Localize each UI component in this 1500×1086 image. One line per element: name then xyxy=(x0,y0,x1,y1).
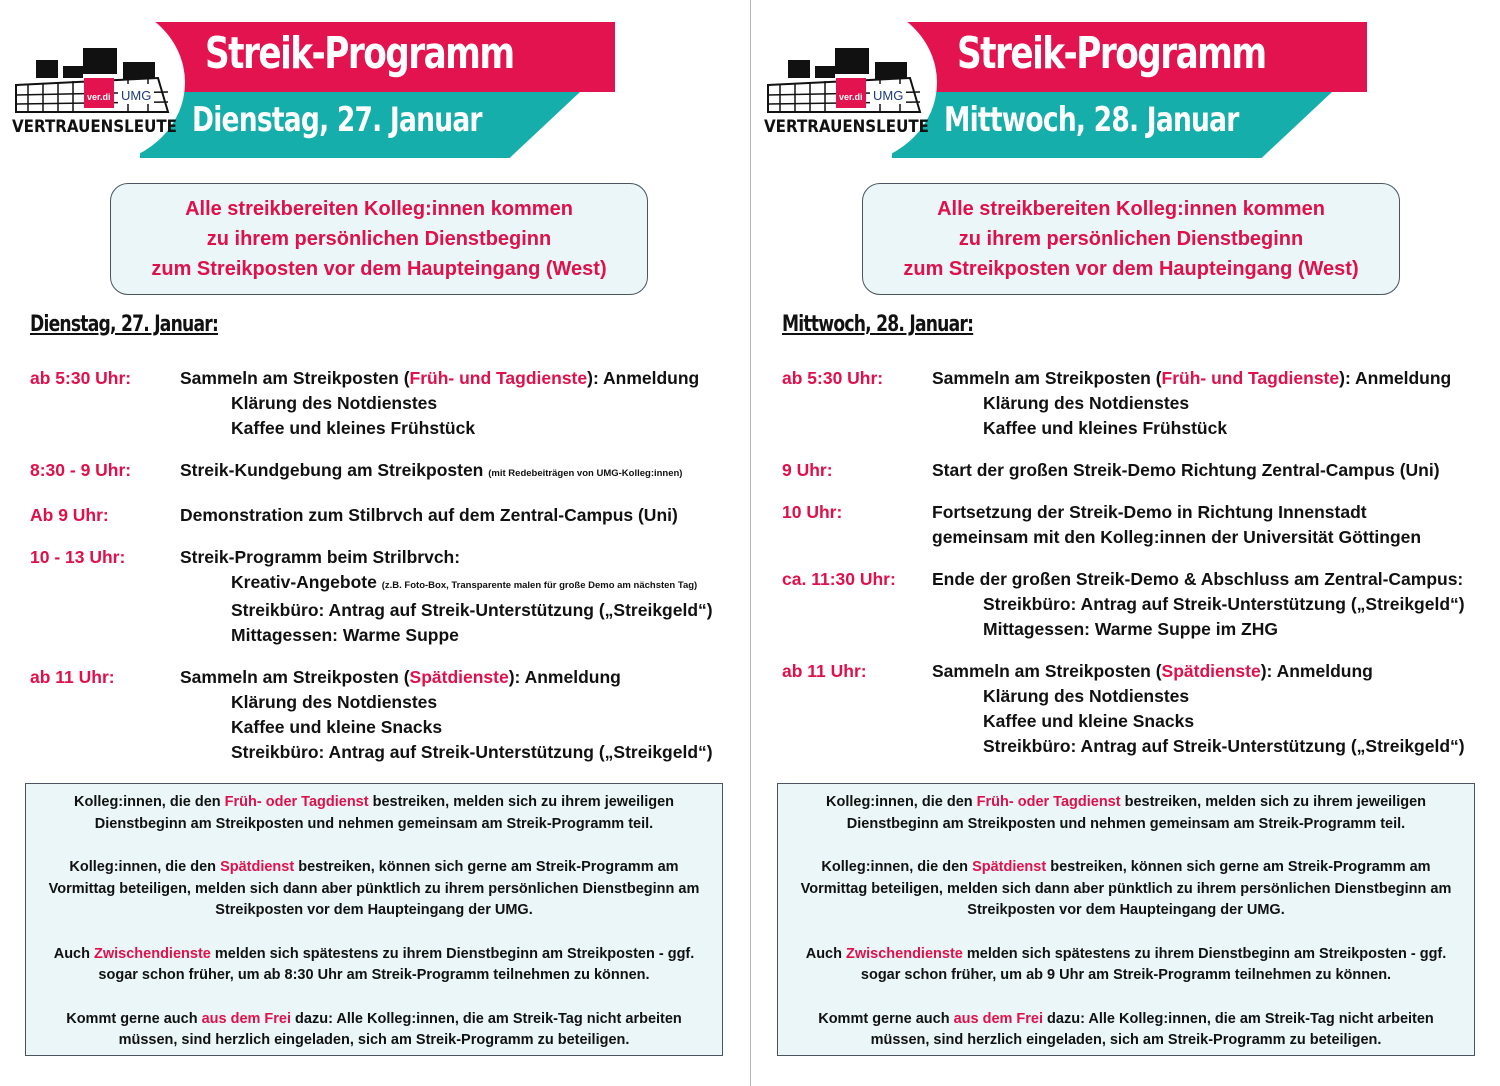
schedule-entry xyxy=(782,500,1497,550)
entry-subitem: Kaffee und kleine Snacks xyxy=(231,717,443,737)
entry-time: 10 Uhr: xyxy=(782,502,843,522)
entry-text: Demonstration zum Stilbrvch auf dem Zentral-Campus (Uni) xyxy=(180,505,678,525)
entry-subitem: Streikbüro: Antrag auf Streik-Unterstützung („Streikgeld“) xyxy=(231,742,713,762)
schedule-entry xyxy=(782,366,1497,441)
entry-highlight: Früh- und Tagdienste xyxy=(409,368,588,388)
info-paragraph: Auch Zwischendienste melden sich spätestens zu ihrem Dienstbeginn am Streikposten - ggf. sogar schon früher, um ab 8:30 Uhr am Streik-Programm teilnehmen zu können. xyxy=(53,945,695,983)
day-heading: Dienstag, 27. Januar: xyxy=(30,312,219,337)
entry-subitem: Mittagessen: Warme Suppe xyxy=(231,625,459,645)
callout-line: zum Streikposten vor dem Haupteingang (West) xyxy=(903,258,1359,280)
info-paragraph: Kommt gerne auch aus dem Frei dazu: Alle Kolleg:innen, die am Streik-Tag nicht arbeiten müssen, sind herzlich eingeladen, sich am Streik-Programm zu beteiligen. xyxy=(818,1010,1434,1048)
info-paragraph: Kolleg:innen, die den Spätdienst bestreiken, können sich gerne am Streik-Programm am Vormittag beteiligen, melden sich dann aber pünktlich zu ihrem persönlichen Dienstbeginn am Streikposten vor dem Haupteingang der UMG. xyxy=(800,859,1452,918)
callout-line: Alle streikbereiten Kolleg:innen kommen xyxy=(937,198,1325,220)
entry-text: Fortsetzung der Streik-Demo in Richtung Innenstadt xyxy=(932,502,1367,522)
entry-subitem: Streikbüro: Antrag auf Streik-Unterstützung („Streikgeld“) xyxy=(983,594,1465,614)
entry-note: (mit Redebeiträgen von UMG-Kolleg:innen) xyxy=(488,468,683,479)
entry-text: Start der großen Streik-Demo Richtung Zentral-Campus (Uni) xyxy=(932,460,1440,480)
header-banner xyxy=(0,0,620,165)
page-divider xyxy=(750,0,751,1086)
callout-line: zu ihrem persönlichen Dienstbeginn xyxy=(206,228,552,250)
entry-text: Sammeln am Streikposten ( xyxy=(180,667,410,687)
schedule-entry xyxy=(30,366,745,441)
callout-line: zum Streikposten vor dem Haupteingang (West) xyxy=(151,258,607,280)
entry-subitem: Streikbüro: Antrag auf Streik-Unterstützung („Streikgeld“) xyxy=(231,600,713,620)
entry-time: Ab 9 Uhr: xyxy=(30,505,109,525)
entry-text: ): Anmeldung xyxy=(1339,368,1452,388)
entry-time: ab 11 Uhr: xyxy=(782,661,867,681)
entry-time: ab 5:30 Uhr: xyxy=(30,368,132,388)
banner-date: Mittwoch, 28. Januar xyxy=(944,100,1239,140)
banner-title: Streik-Programm xyxy=(205,28,514,79)
schedule-entry xyxy=(30,665,745,765)
callout-line: Alle streikbereiten Kolleg:innen kommen xyxy=(185,198,573,220)
entry-time: 8:30 - 9 Uhr: xyxy=(30,460,132,480)
entry-subitem: Klärung des Notdienstes xyxy=(983,686,1190,706)
entry-text: ): Anmeldung xyxy=(587,368,700,388)
entry-highlight: Spätdienste xyxy=(1161,661,1261,681)
schedule-entry xyxy=(782,567,1497,642)
entry-text: Streik-Kundgebung am Streikposten xyxy=(180,460,484,480)
entry-time: ab 5:30 Uhr: xyxy=(782,368,884,388)
info-paragraph: Auch Zwischendienste melden sich spätestens zu ihrem Dienstbeginn am Streikposten - ggf. sogar schon früher, um ab 9 Uhr am Streik-Programm teilnehmen zu können. xyxy=(805,945,1447,983)
assembly-callout xyxy=(862,183,1400,295)
entry-subitem: Kaffee und kleines Frühstück xyxy=(231,418,476,438)
svg-text:UMG: UMG xyxy=(873,88,904,103)
entry-text: Ende der großen Streik-Demo & Abschluss am Zentral-Campus: xyxy=(932,569,1464,589)
flyer-wednesday xyxy=(752,0,1500,1086)
entry-subitem: Kreativ-Angebote xyxy=(231,572,377,592)
info-paragraph: Kolleg:innen, die den Früh- oder Tagdienst bestreiken, melden sich zu ihrem jeweiligen Dienstbeginn am Streikposten und nehmen gemeinsam am Streik-Programm teil. xyxy=(826,794,1426,832)
entry-time: ab 11 Uhr: xyxy=(30,667,115,687)
entry-text: Sammeln am Streikposten ( xyxy=(180,368,410,388)
entry-text: ): Anmeldung xyxy=(508,667,621,687)
svg-text:ver.di: ver.di xyxy=(87,92,111,102)
entry-text: Sammeln am Streikposten ( xyxy=(932,368,1162,388)
schedule-entry xyxy=(782,458,1497,483)
info-box xyxy=(25,783,723,1056)
entry-text: Sammeln am Streikposten ( xyxy=(932,661,1162,681)
entry-text: Streik-Programm beim Strilbrvch: xyxy=(180,547,461,567)
svg-text:ver.di: ver.di xyxy=(839,92,863,102)
assembly-callout xyxy=(110,183,648,295)
banner-date: Dienstag, 27. Januar xyxy=(192,100,482,140)
entry-time: 10 - 13 Uhr: xyxy=(30,547,126,567)
vertrauensleute-logo-icon xyxy=(760,40,935,155)
callout-line: zu ihrem persönlichen Dienstbeginn xyxy=(958,228,1304,250)
entry-subitem: Klärung des Notdienstes xyxy=(231,692,438,712)
entry-highlight: Spätdienste xyxy=(409,667,509,687)
schedule-entry xyxy=(30,458,745,486)
entry-note: (z.B. Foto-Box, Transparente malen für große Demo am nächsten Tag) xyxy=(381,580,698,591)
svg-text:UMG: UMG xyxy=(121,88,152,103)
entry-highlight: Früh- und Tagdienste xyxy=(1161,368,1340,388)
entry-time: ca. 11:30 Uhr: xyxy=(782,569,896,589)
info-paragraph: Kolleg:innen, die den Spätdienst bestreiken, können sich gerne am Streik-Programm am Vormittag beteiligen, melden sich dann aber pünktlich zu ihrem persönlichen Dienstbeginn am Streikposten vor dem Haupteingang der UMG. xyxy=(48,859,700,918)
banner-title: Streik-Programm xyxy=(957,28,1266,79)
schedule-entry xyxy=(30,503,745,528)
schedule xyxy=(30,366,745,782)
day-heading: Mittwoch, 28. Januar: xyxy=(782,312,974,337)
schedule-entry xyxy=(30,545,745,648)
info-box xyxy=(777,783,1475,1056)
entry-text: gemeinsam mit den Kolleg:innen der Universität Göttingen xyxy=(932,527,1422,547)
info-paragraph: Kommt gerne auch aus dem Frei dazu: Alle Kolleg:innen, die am Streik-Tag nicht arbeiten müssen, sind herzlich eingeladen, sich am Streik-Programm zu beteiligen. xyxy=(66,1010,682,1048)
entry-time: 9 Uhr: xyxy=(782,460,833,480)
schedule xyxy=(782,366,1497,776)
vertrauensleute-logo-icon xyxy=(8,40,183,155)
header-banner xyxy=(752,0,1372,165)
entry-subitem: Kaffee und kleines Frühstück xyxy=(983,418,1228,438)
svg-text:VERTRAUENSLEUTE: VERTRAUENSLEUTE xyxy=(12,117,177,137)
entry-subitem: Klärung des Notdienstes xyxy=(231,393,438,413)
entry-subitem: Klärung des Notdienstes xyxy=(983,393,1190,413)
entry-subitem: Mittagessen: Warme Suppe im ZHG xyxy=(983,619,1278,639)
schedule-entry xyxy=(782,659,1497,759)
entry-text: ): Anmeldung xyxy=(1260,661,1373,681)
svg-text:VERTRAUENSLEUTE: VERTRAUENSLEUTE xyxy=(764,117,929,137)
entry-subitem: Streikbüro: Antrag auf Streik-Unterstützung („Streikgeld“) xyxy=(983,736,1465,756)
entry-subitem: Kaffee und kleine Snacks xyxy=(983,711,1195,731)
info-paragraph: Kolleg:innen, die den Früh- oder Tagdienst bestreiken, melden sich zu ihrem jeweiligen Dienstbeginn am Streikposten und nehmen gemeinsam am Streik-Programm teil. xyxy=(74,794,674,832)
